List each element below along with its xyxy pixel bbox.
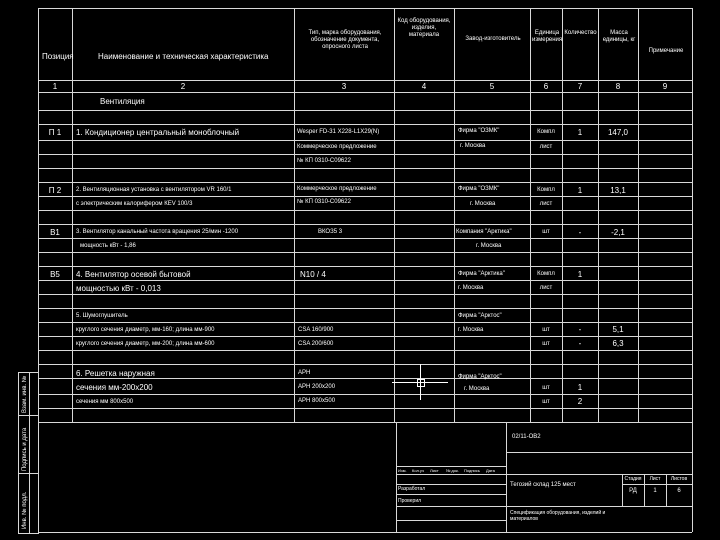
row-mass: -2,1 — [611, 228, 625, 237]
side-stamp — [18, 372, 39, 534]
row-line — [38, 110, 692, 111]
row-maker: г. Москва — [460, 143, 486, 149]
col-number: 4 — [421, 82, 427, 91]
title-block — [396, 422, 692, 532]
frame-top-line — [38, 8, 692, 9]
row-name: 4. Вентилятор осевой бытовой — [76, 270, 191, 279]
col-number: 3 — [341, 82, 347, 91]
row-pos: В5 — [50, 270, 60, 279]
col-line — [638, 8, 639, 422]
stage-label: Стадия — [624, 476, 642, 482]
row-pos: П 2 — [48, 186, 62, 195]
row-type: АРН 800х500 — [298, 398, 336, 404]
row-maker: г. Москва — [476, 243, 502, 249]
row-type: АРН 200х200 — [298, 384, 336, 390]
header-position: Позиция — [42, 52, 74, 61]
frame-right-line — [692, 8, 693, 532]
row-unit: шт — [542, 399, 550, 405]
row-maker: Фирма "Арктика" — [458, 271, 505, 277]
row-line — [38, 210, 692, 211]
row-type: № КП 0310-С09622 — [297, 199, 351, 205]
row-type: Коммерческое предложение — [297, 186, 377, 192]
row-qty: 1 — [577, 128, 583, 137]
sheet-label: Лист — [649, 476, 661, 482]
frame-bottom-line — [38, 532, 692, 533]
row-name: круглого сечения диаметр, мм-200; длина мм-600 — [76, 341, 215, 347]
header-manufacturer: Завод-изготовитель — [465, 36, 521, 42]
row-maker: Фирма "Арктос" — [458, 313, 502, 319]
row-qty: - — [578, 228, 582, 237]
col-line — [72, 8, 73, 422]
header-mass: Масса единицы, кг — [602, 30, 636, 43]
col-number: 9 — [662, 82, 668, 91]
col-number: 1 — [52, 82, 58, 91]
row-maker: Фирма "ОЗМК" — [458, 128, 500, 134]
row-line — [38, 350, 692, 351]
col-line — [562, 8, 563, 422]
row-name: круглого сечения диаметр, мм-160; длина мм-900 — [76, 327, 215, 333]
row-qty: 1 — [577, 383, 583, 392]
change-label: Подпись — [464, 468, 480, 473]
row-line — [38, 266, 692, 267]
row-line — [38, 378, 692, 379]
row-qty: 1 — [577, 186, 583, 195]
row-line — [38, 196, 692, 197]
row-maker: г. Москва — [458, 327, 484, 333]
section-title: Вентиляция — [100, 97, 145, 106]
row-type: № КП 0310-С09622 — [297, 158, 351, 164]
col-line — [530, 8, 531, 422]
side-repl: Взам. инв. № — [22, 375, 28, 413]
row-line — [38, 308, 692, 309]
row-type: CSA 200/600 — [298, 341, 334, 347]
row-line — [38, 124, 692, 125]
row-qty: 2 — [577, 397, 583, 406]
row-line — [38, 294, 692, 295]
row-line — [38, 182, 692, 183]
row-line — [38, 364, 692, 365]
header-name: Наименование и техническая характеристика — [98, 52, 269, 61]
col-line — [294, 8, 295, 422]
stage-value: РД — [629, 488, 637, 494]
header-qty: Количество — [564, 30, 597, 36]
checked-label: Проверил — [398, 498, 422, 504]
row-line — [38, 238, 692, 239]
row-type: АРН — [298, 370, 311, 376]
row-line — [38, 140, 692, 141]
change-label: № док. — [446, 468, 459, 473]
row-type: Коммерческое предложение — [297, 144, 377, 150]
row-name: сечения мм-200х200 — [76, 383, 153, 392]
header-bottom-line — [38, 80, 692, 81]
row-maker: г. Москва — [458, 285, 484, 291]
col-line — [394, 8, 395, 422]
row-unit: лист — [539, 201, 553, 207]
col-number: 8 — [615, 82, 621, 91]
sheets-value: 6 — [677, 488, 681, 494]
col-line — [598, 8, 599, 422]
row-maker: г. Москва — [464, 386, 490, 392]
col-number: 2 — [180, 82, 186, 91]
row-name: 6. Решетка наружная — [76, 369, 155, 378]
row-name: 3. Вентилятор канальный частота вращения 25/мин -1200 — [76, 229, 239, 235]
row-pos: В1 — [50, 228, 60, 237]
change-label: Изм. — [398, 468, 407, 473]
header-type: Тип, марка оборудования, обозначение документа, опросного листа — [308, 30, 382, 50]
row-name: 2. Вентиляционная установка с вентилятором VR 160/1 — [76, 187, 232, 193]
row-line — [38, 408, 692, 409]
row-maker: г. Москва — [470, 201, 496, 207]
side-inv: Инв. № подл. — [22, 491, 28, 529]
change-label: Лист — [430, 468, 439, 473]
row-unit: шт — [542, 327, 550, 333]
row-maker: Фирма "ОЗМК" — [458, 186, 500, 192]
row-name: мощность кВт - 1,86 — [80, 243, 136, 249]
row-line — [38, 394, 692, 395]
row-line — [38, 322, 692, 323]
project-name: Тегозий склад 125 мест — [510, 482, 576, 488]
side-sign: Подпись и дата — [22, 427, 28, 471]
row-unit: шт — [542, 229, 550, 235]
row-name: 5. Шумоглушитель — [76, 313, 128, 319]
row-line — [38, 252, 692, 253]
row-unit: Компл — [537, 187, 555, 193]
row-qty: 1 — [577, 270, 583, 279]
row-name: с электрическим калорифером КЕV 100/3 — [76, 201, 193, 207]
row-mass: 6,3 — [612, 339, 624, 348]
col-numbers-bottom-line — [38, 92, 692, 93]
developed-label: Разработал — [398, 486, 426, 492]
col-number: 5 — [489, 82, 495, 91]
row-line — [38, 336, 692, 337]
row-type: ВКОЗ5 3 — [318, 229, 343, 235]
row-type: Wesper FD-31 X228-L1X29(N) — [297, 129, 380, 135]
row-unit: лист — [539, 285, 553, 291]
row-pos: П 1 — [48, 128, 62, 137]
row-unit: шт — [542, 385, 550, 391]
col-number: 6 — [543, 82, 549, 91]
row-maker: Компания "Арктика" — [456, 229, 512, 235]
row-line — [38, 154, 692, 155]
row-maker: Фирма "Арктос" — [458, 374, 502, 380]
sheets-label: Листов — [670, 476, 688, 482]
spec-title: Спецификация оборудования, изделий и материалов — [510, 510, 606, 522]
row-mass: 147,0 — [607, 128, 629, 137]
row-line — [38, 224, 692, 225]
row-mass: 13,1 — [610, 186, 626, 195]
row-type: CSA 160/900 — [298, 327, 334, 333]
col-number: 7 — [577, 82, 583, 91]
row-line — [38, 168, 692, 169]
col-line — [454, 8, 455, 422]
change-label: Дата — [486, 468, 495, 473]
header-unit: Единица измерения — [532, 30, 563, 43]
change-label: Кол.уч — [412, 468, 424, 473]
row-qty: - — [578, 339, 582, 348]
row-unit: шт — [542, 341, 550, 347]
header-note: Примечание — [648, 48, 684, 54]
row-unit: лист — [539, 144, 553, 150]
row-mass: 5,1 — [612, 325, 624, 334]
row-unit: Компл — [537, 129, 555, 135]
row-unit: Компл — [537, 271, 555, 277]
row-qty: - — [578, 325, 582, 334]
row-line — [38, 280, 692, 281]
sheet-value: 1 — [653, 488, 657, 494]
row-type: N10 / 4 — [300, 270, 326, 279]
header-code: Код оборудования, изделия, материала — [397, 18, 451, 38]
doc-code: 02/11-ОВ2 — [512, 434, 541, 440]
row-name: сечения мм 800х500 — [76, 399, 134, 405]
row-name: 1. Кондиционер центральный моноблочный — [76, 128, 240, 137]
row-name: мощностью кВт - 0,013 — [76, 284, 161, 293]
